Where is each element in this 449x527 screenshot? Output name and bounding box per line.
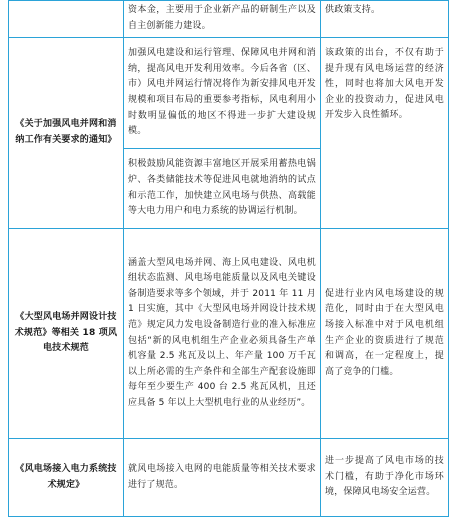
table-row <box>9 439 449 517</box>
policy-content-cell: 涵盖大型风电场并网、海上风电建设、风电机组状态监测、风电场电能质量以及风电关键设备制造要求等多个领域，并于 2011 年 11 月 1 日实施，其中《大型风电场并网设计技术规范》规定风力发电设备制造行业的准入标准应包括“新的风电机组生产企业必须具备生产单机容量 2.5 兆瓦及以上、年产量 100 万千瓦以上所必需的生产条件和全部生产配套设施即每年至少要生产 400 台 2.5 兆瓦风机，且还应具备 5 年以上大型机电行业的从业经历”。 <box>124 229 321 439</box>
policy-impact-cell: 供政策支持。 <box>321 1 449 38</box>
policy-impact-cell: 促进行业内风电场建设的规范化，同时由于在大型风电场接入标准中对于风电机组生产企业的资质进行了规范和调高，在一定程度上，提高了竞争的门槛。 <box>321 229 449 439</box>
policy-content-cell: 资本金，主要用于企业新产品的研制生产以及自主创新能力建设。 <box>124 1 321 38</box>
policy-impact-cell: 该政策的出台，不仅有助于提升现有风电场运营的经济性，同时也将加大风电开发企业的投资动力，促进风电开发步入良性循环。 <box>321 38 449 229</box>
policy-name-cell <box>9 1 124 38</box>
policy-content-cell: 加强风电建设和运行管理、保障风电并网和消纳，提高风电开发利用效率。今后各省（区、市）风电并网运行情况将作为新安排风电开发规模和项目布局的重要参考指标，风电利用小时数明显偏低的地区不得进一步扩大建设规模。 <box>124 38 321 149</box>
policy-table <box>8 0 449 517</box>
policy-content-cell: 积极鼓励风能资源丰富地区开展采用蓄热电锅炉、各类储能技术等促进风电就地消纳的试点和示范工作，加快建立风电场与供热、高载能等大电力用户和电力系统的协调运行机制。 <box>124 149 321 229</box>
policy-name-cell: 《风电场接入电力系统技术规定》 <box>9 439 124 517</box>
table-row <box>9 1 449 38</box>
policy-impact-cell: 进一步提高了风电市场的技术门槛，有助于净化市场环境，保障风电场安全运营。 <box>321 439 449 517</box>
policy-name-cell: 《大型风电场并网设计技术规范》等相关 18 项风电技术规范 <box>9 229 124 439</box>
policy-name-cell: 《关于加强风电并网和消纳工作有关要求的通知》 <box>9 38 124 229</box>
table-row <box>9 38 449 149</box>
policy-content-cell: 就风电场接入电网的电能质量等相关技术要求进行了规范。 <box>124 439 321 517</box>
table-row <box>9 229 449 439</box>
